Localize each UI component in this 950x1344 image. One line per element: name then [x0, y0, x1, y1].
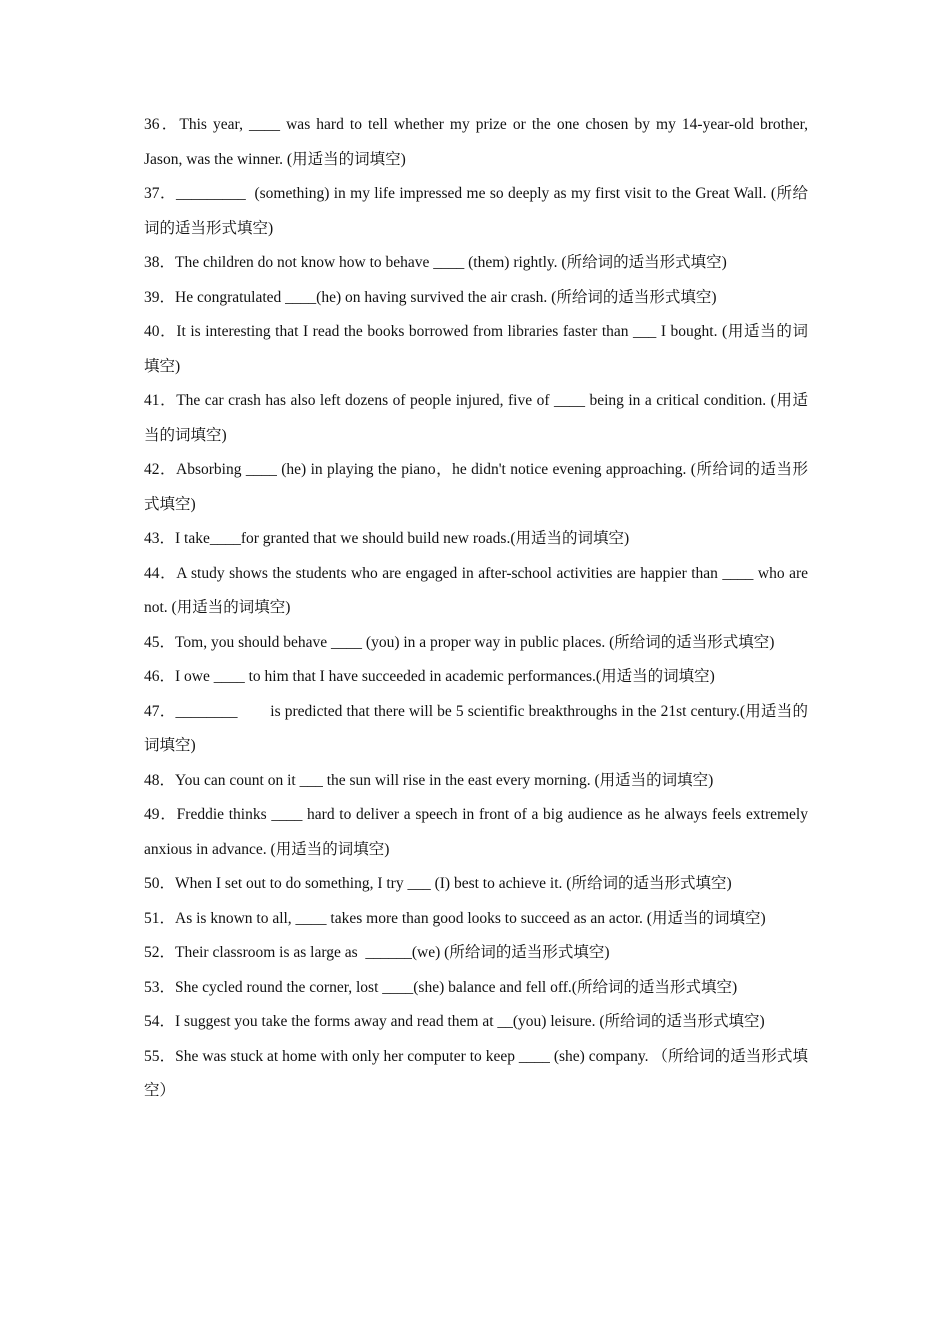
question-47: 47．________ is predicted that there will be 5 scientific breakthroughs in the 21st century.(用适当的词填空): [144, 702, 808, 754]
question-49: 49．Freddie thinks ____ hard to deliver a speech in front of a big audience as he always feels extremely anxious in advance. (用适当的词填空): [144, 806, 812, 858]
question-52: 52．Their classroom is as large as ______(we) (所给词的适当形式填空): [144, 944, 610, 961]
question-48: 48．You can count on it ___ the sun will rise in the east every morning. (用适当的词填空): [144, 771, 714, 789]
question-42: 42．Absorbing ____ (he) in playing the piano，he didn't notice evening approaching. (所给词的适当形式填空): [144, 461, 808, 513]
question-45: 45．Tom, you should behave ____ (you) in a proper way in public places. (所给词的适当形式填空): [144, 633, 775, 651]
question-36: 36．This year, ____ was hard to tell whether my prize or the one chosen by my 14-year-old brother, Jason, was the winner. (用适当的词填空): [144, 116, 812, 168]
question-37: 37．_________ (something) in my life impressed me so deeply as my first visit to the Great Wall. (所给词的适当形式填空): [144, 185, 808, 237]
question-46: 46．I owe ____ to him that I have succeeded in academic performances.(用适当的词填空): [144, 668, 715, 685]
question-38: 38．The children do not know how to behave ____ (them) rightly. (所给词的适当形式填空): [144, 254, 727, 271]
question-51: 51．As is known to all, ____ takes more than good looks to succeed as an actor. (用适当的词填空): [144, 909, 766, 927]
question-40: 40．It is interesting that I read the books borrowed from libraries faster than ___ I bought. (用适当的词填空): [144, 323, 808, 375]
question-39: 39．He congratulated ____(he) on having survived the air crash. (所给词的适当形式填空): [144, 288, 717, 306]
question-53: 53．She cycled round the corner, lost ____(she) balance and fell off.(所给词的适当形式填空): [144, 978, 738, 996]
question-50: 50．When I set out to do something, I try ___ (I) best to achieve it. (所给词的适当形式填空): [144, 875, 732, 892]
question-43: 43．I take____for granted that we should build new roads.(用适当的词填空): [144, 530, 630, 547]
exercise-list: [144, 108, 812, 1109]
question-55: 55．She was stuck at home with only her computer to keep ____ (she) company. （所给词的适当形式填空）: [144, 1047, 808, 1099]
question-54: 54．I suggest you take the forms away and read them at __(you) leisure. (所给词的适当形式填空): [144, 1013, 765, 1030]
question-41: 41．The car crash has also left dozens of people injured, five of ____ being in a critical condition. (用适当的词填空): [144, 392, 808, 444]
question-44: 44．A study shows the students who are engaged in after-school activities are happier than ____ who are not. (用适当的词填空): [144, 564, 812, 616]
